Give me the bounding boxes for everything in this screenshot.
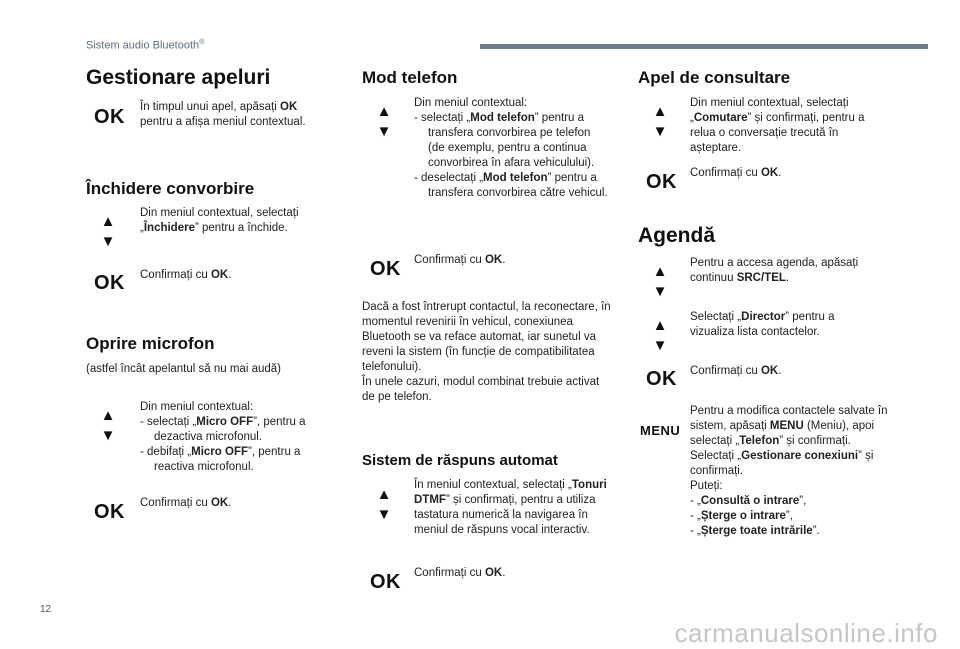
ok-button-icon: OK: [370, 571, 401, 593]
ok-button-icon: OK: [94, 106, 125, 128]
inchidere-text: Din meniul contextual, selectați „Închidere” pentru a închide.: [140, 207, 299, 234]
raspuns-confirm-text: Confirmați cu OK.: [414, 567, 506, 579]
inchidere-confirm-text: Confirmați cu OK.: [140, 269, 232, 281]
oprire-text: Din meniul contextual: - selectați „Micro OFF”, pentru a dezactiva microfonul. - debifați „Micro OFF”, pentru a reactiva microfonul.: [140, 401, 306, 473]
up-down-arrows-icon: ▲ ▼: [652, 263, 668, 300]
header-title: Sistem audio Bluetooth: [86, 39, 200, 52]
agenda-director-text: Selectați „Director” pentru a vizualiza lista contactelor.: [690, 311, 835, 338]
oprire-subtitle: (astfel încât apelantul să nu mai audă): [86, 363, 281, 375]
section-title-gestionare: Gestionare apeluri: [86, 66, 271, 89]
gestionare-text: În timpul unui apel, apăsați OK pentru a afișa meniul contextual.: [140, 101, 306, 128]
menu-button-icon: MENU: [640, 423, 681, 438]
mod-telefon-confirm-text: Confirmați cu OK.: [414, 254, 506, 266]
consultare-confirm-text: Confirmați cu OK.: [690, 167, 782, 179]
section-title-agenda: Agendă: [638, 224, 716, 247]
header-bar: [480, 44, 928, 49]
up-down-arrows-icon: ▲ ▼: [652, 103, 668, 140]
section-title-apel-consultare: Apel de consultare: [638, 68, 791, 87]
oprire-confirm-text: Confirmați cu OK.: [140, 497, 232, 509]
agenda-access-text: Pentru a accesa agenda, apăsați continuu SRC/TEL.: [690, 257, 859, 284]
up-down-arrows-icon: ▲ ▼: [376, 486, 392, 523]
up-down-arrows-icon: ▲ ▼: [652, 317, 668, 354]
mod-telefon-text: Din meniul contextual: - selectați „Mod telefon” pentru a transfera convorbirea pe telefon (de exemplu, pentru a continua convorbirea în afara vehiculului). - deselectați „Mod telefon” pentru a transfera convorbirea către vehicul.: [414, 97, 608, 199]
ok-button-icon: OK: [646, 171, 677, 193]
page-number: 12: [40, 604, 52, 615]
agenda-modify-text: Pentru a modifica contactele salvate în sistem, apăsați MENU (Meniu), apoi selectați „Telefon” și confirmați. Selectați „Gestionare conexiuni” și confirmați. Puteți: - „Consultă o intrare”, - „Șterge o intrare”, - „Șterge toate intrările”.: [690, 405, 888, 537]
ok-button-icon: OK: [646, 368, 677, 390]
up-down-arrows-icon: ▲ ▼: [100, 213, 116, 250]
section-title-raspuns-automat: Sistem de răspuns automat: [362, 452, 558, 469]
registered-mark: ®: [199, 39, 205, 46]
watermark: carmanualsonline.info: [674, 618, 938, 648]
agenda-confirm-text: Confirmați cu OK.: [690, 365, 782, 377]
up-down-arrows-icon: ▲ ▼: [100, 407, 116, 444]
section-title-inchidere: Închidere convorbire: [86, 179, 255, 198]
mod-telefon-note: Dacă a fost întrerupt contactul, la reconectare, în momentul revenirii în vehicul, conexiunea Bluetooth se va reface automat, iar sunetul va reveni la sistem (în funcție de compatibilitatea telefonului). În unele cazuri, modul combinat trebuie activat de pe telefon.: [362, 301, 611, 403]
ok-button-icon: OK: [94, 272, 125, 294]
up-down-arrows-icon: ▲ ▼: [376, 103, 392, 140]
section-title-mod-telefon: Mod telefon: [362, 68, 458, 87]
ok-button-icon: OK: [94, 501, 125, 523]
running-header: [86, 39, 204, 52]
consultare-text: Din meniul contextual, selectați „Comutare” și confirmați, pentru a relua o conversație trecută în așteptare.: [690, 97, 865, 154]
raspuns-text: În meniul contextual, selectați „Tonuri DTMF” și confirmați, pentru a utiliza tastatura numerică la navigarea în meniul de răspuns vocal interactiv.: [414, 479, 607, 536]
section-title-oprire: Oprire microfon: [86, 334, 215, 353]
ok-button-icon: OK: [370, 258, 401, 280]
